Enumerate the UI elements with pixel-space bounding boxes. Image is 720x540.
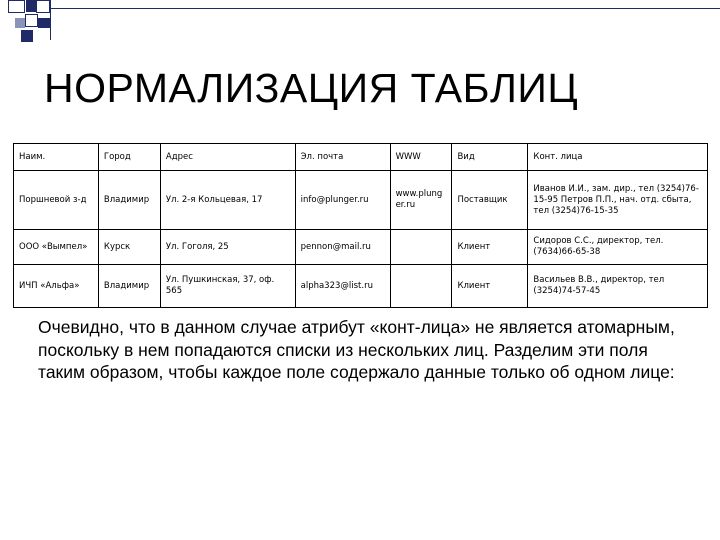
column-header: Конт. лица	[528, 144, 708, 171]
table-cell: Клиент	[452, 230, 528, 265]
column-header: WWW	[390, 144, 452, 171]
table-cell: alpha323@list.ru	[295, 265, 390, 308]
decor-square	[25, 14, 38, 27]
table-cell: Ул. Гоголя, 25	[160, 230, 295, 265]
table-cell: Сидоров С.С., директор, тел. (7634)66-65-38	[528, 230, 708, 265]
table-row	[14, 265, 708, 308]
table-cell: Поршневой з-д	[14, 171, 99, 230]
decor-square	[26, 0, 36, 12]
table-cell: info@plunger.ru	[295, 171, 390, 230]
column-header: Вид	[452, 144, 528, 171]
table-cell: Клиент	[452, 265, 528, 308]
decor-vertical-line	[50, 0, 51, 40]
table-cell: Ул. 2-я Кольцевая, 17	[160, 171, 295, 230]
body-text: Очевидно, что в данном случае атрибут «конт-лица» не является атомарным, поскольку в нем попадаются списки из нескольких лиц. Разделим эти поля таким образом, чтобы каждое поле содержало данные только об одном лице:	[38, 317, 675, 382]
table-cell: pennon@mail.ru	[295, 230, 390, 265]
table-cell: Владимир	[98, 171, 160, 230]
slide-title: НОРМАЛИЗАЦИЯ ТАБЛИЦ	[44, 65, 579, 111]
decor-square	[38, 18, 50, 28]
table-row	[14, 171, 708, 230]
table-cell: ООО «Вымпел»	[14, 230, 99, 265]
data-table	[13, 143, 708, 308]
column-header: Эл. почта	[295, 144, 390, 171]
table-cell: ИЧП «Альфа»	[14, 265, 99, 308]
table-row	[14, 230, 708, 265]
column-header: Адрес	[160, 144, 295, 171]
table-cell: Поставщик	[452, 171, 528, 230]
table-cell: Васильев В.В., директор, тел (3254)74-57-45	[528, 265, 708, 308]
decor-square	[21, 30, 33, 42]
table-cell: www.plunger.ru	[390, 171, 452, 230]
decor-square	[8, 0, 25, 13]
decor-square	[36, 0, 50, 13]
table-header-row	[14, 144, 708, 171]
column-header: Наим.	[14, 144, 99, 171]
table-cell: Курск	[98, 230, 160, 265]
table-cell: Владимир	[98, 265, 160, 308]
table-cell: Иванов И.И., зам. дир., тел (3254)76-15-95 Петров П.П., нач. отд. сбыта, тел (3254)76-15-35	[528, 171, 708, 230]
table-cell	[390, 230, 452, 265]
decor-square	[15, 18, 25, 28]
table-cell	[390, 265, 452, 308]
column-header: Город	[98, 144, 160, 171]
decor-horizontal-line	[50, 8, 720, 9]
table-cell: Ул. Пушкинская, 37, оф. 565	[160, 265, 295, 308]
